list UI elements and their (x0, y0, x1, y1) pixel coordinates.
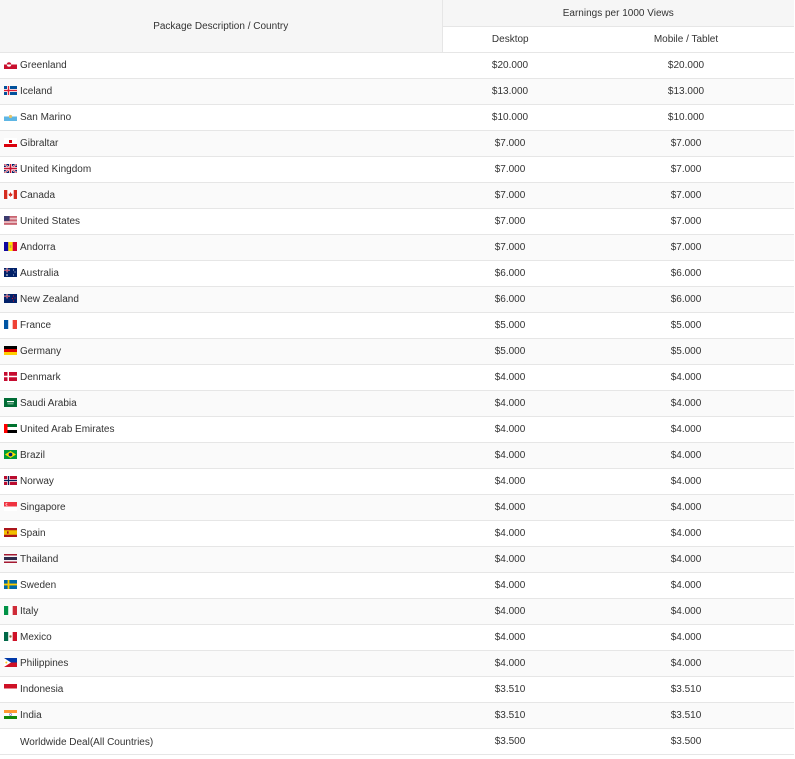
united-states-flag-icon (4, 216, 17, 225)
country-cell (0, 157, 442, 183)
country-name: Canada (20, 190, 56, 201)
desktop-rate: $4.000 (442, 443, 578, 469)
desktop-rate: $4.000 (442, 599, 578, 625)
desktop-rate: $7.000 (442, 209, 578, 235)
uae-flag-icon (4, 424, 17, 433)
thailand-flag-icon (4, 554, 17, 563)
country-name: Thailand (20, 554, 59, 565)
desktop-rate: $4.000 (442, 651, 578, 677)
table-row (0, 313, 794, 339)
sweden-flag-icon (4, 580, 17, 589)
country-name: Spain (20, 528, 46, 539)
country-name: India (20, 710, 42, 721)
country-name: Philippines (20, 658, 69, 669)
country-cell (0, 729, 442, 755)
country-cell (0, 365, 442, 391)
country-name: Italy (20, 606, 39, 617)
mobile-rate: $4.000 (578, 625, 794, 651)
country-name: Andorra (20, 242, 56, 253)
country-cell (0, 625, 442, 651)
country-name: Brazil (20, 450, 46, 461)
country-cell (0, 235, 442, 261)
country-cell (0, 287, 442, 313)
france-flag-icon (4, 320, 17, 329)
desktop-rate: $4.000 (442, 469, 578, 495)
country-cell (0, 651, 442, 677)
country-cell (0, 677, 442, 703)
country-cell (0, 469, 442, 495)
italy-flag-icon (4, 606, 17, 615)
greenland-flag-icon (4, 60, 17, 69)
table-row (0, 391, 794, 417)
country-name: Gibraltar (20, 138, 59, 149)
table-row (0, 625, 794, 651)
mobile-rate: $7.000 (578, 157, 794, 183)
mobile-rate: $7.000 (578, 235, 794, 261)
table-row (0, 209, 794, 235)
header-package-country: Package Description / Country (0, 0, 442, 53)
desktop-rate: $13.000 (442, 79, 578, 105)
country-cell (0, 599, 442, 625)
san-marino-flag-icon (4, 112, 17, 121)
germany-flag-icon (4, 346, 17, 355)
table-row (0, 183, 794, 209)
header-earnings-group: Earnings per 1000 Views (442, 0, 794, 27)
mobile-rate: $6.000 (578, 261, 794, 287)
desktop-rate: $4.000 (442, 573, 578, 599)
country-name: United Arab Emirates (20, 424, 115, 435)
country-cell (0, 339, 442, 365)
table-row (0, 339, 794, 365)
country-cell (0, 183, 442, 209)
country-cell (0, 79, 442, 105)
country-cell (0, 521, 442, 547)
country-name: Mexico (20, 632, 52, 643)
iceland-flag-icon (4, 86, 17, 95)
country-cell (0, 209, 442, 235)
desktop-rate: $7.000 (442, 235, 578, 261)
country-name: Saudi Arabia (20, 398, 77, 409)
mobile-rate: $4.000 (578, 651, 794, 677)
country-name: Iceland (20, 86, 53, 97)
mobile-rate: $5.000 (578, 313, 794, 339)
desktop-rate: $7.000 (442, 157, 578, 183)
table-row (0, 495, 794, 521)
mobile-rate: $3.510 (578, 677, 794, 703)
mobile-rate: $7.000 (578, 131, 794, 157)
country-name: Australia (20, 268, 59, 279)
desktop-rate: $5.000 (442, 339, 578, 365)
australia-flag-icon (4, 268, 17, 277)
table-row (0, 131, 794, 157)
country-name: Denmark (20, 372, 61, 383)
mobile-rate: $4.000 (578, 573, 794, 599)
desktop-rate: $4.000 (442, 365, 578, 391)
mobile-rate: $7.000 (578, 183, 794, 209)
country-cell (0, 313, 442, 339)
table-row (0, 651, 794, 677)
header-desktop: Desktop (442, 27, 578, 53)
country-name: New Zealand (20, 294, 79, 305)
country-cell (0, 391, 442, 417)
desktop-rate: $7.000 (442, 131, 578, 157)
country-name: Sweden (20, 580, 57, 591)
table-row (0, 521, 794, 547)
country-name: United States (20, 216, 81, 227)
mobile-rate: $3.500 (578, 729, 794, 755)
country-cell (0, 495, 442, 521)
mobile-rate: $4.000 (578, 391, 794, 417)
mobile-rate: $7.000 (578, 209, 794, 235)
country-name: Singapore (20, 502, 66, 513)
table-row (0, 235, 794, 261)
desktop-rate: $20.000 (442, 53, 578, 79)
table-body (0, 53, 794, 755)
country-name: Indonesia (20, 684, 64, 695)
philippines-flag-icon (4, 658, 17, 667)
denmark-flag-icon (4, 372, 17, 381)
country-cell (0, 547, 442, 573)
saudi-arabia-flag-icon (4, 398, 17, 407)
table-row (0, 599, 794, 625)
desktop-rate: $4.000 (442, 625, 578, 651)
header-mobile-tablet: Mobile / Tablet (578, 27, 794, 53)
table-row (0, 547, 794, 573)
mobile-rate: $4.000 (578, 599, 794, 625)
desktop-rate: $3.510 (442, 677, 578, 703)
country-cell (0, 443, 442, 469)
desktop-rate: $4.000 (442, 417, 578, 443)
table-row (0, 53, 794, 79)
mobile-rate: $4.000 (578, 443, 794, 469)
country-name: San Marino (20, 112, 72, 123)
mobile-rate: $13.000 (578, 79, 794, 105)
desktop-rate: $6.000 (442, 261, 578, 287)
norway-flag-icon (4, 476, 17, 485)
table-row (0, 365, 794, 391)
table-row (0, 677, 794, 703)
country-name: Greenland (20, 60, 67, 71)
table-row (0, 105, 794, 131)
canada-flag-icon (4, 190, 17, 199)
mobile-rate: $4.000 (578, 365, 794, 391)
brazil-flag-icon (4, 450, 17, 459)
united-kingdom-flag-icon (4, 164, 17, 173)
new-zealand-flag-icon (4, 294, 17, 303)
country-cell (0, 417, 442, 443)
desktop-rate: $5.000 (442, 313, 578, 339)
desktop-rate: $7.000 (442, 183, 578, 209)
flag-placeholder (4, 736, 17, 745)
gibraltar-flag-icon (4, 138, 17, 147)
table-row (0, 79, 794, 105)
table-row (0, 573, 794, 599)
table-row (0, 157, 794, 183)
country-cell (0, 53, 442, 79)
desktop-rate: $4.000 (442, 495, 578, 521)
mobile-rate: $10.000 (578, 105, 794, 131)
mobile-rate: $4.000 (578, 521, 794, 547)
mobile-rate: $6.000 (578, 287, 794, 313)
country-name: Norway (20, 476, 54, 487)
table-row (0, 729, 794, 755)
country-name: France (20, 320, 52, 331)
desktop-rate: $4.000 (442, 391, 578, 417)
mobile-rate: $4.000 (578, 469, 794, 495)
desktop-rate: $3.510 (442, 703, 578, 729)
mexico-flag-icon (4, 632, 17, 641)
table-row (0, 443, 794, 469)
country-cell (0, 703, 442, 729)
mobile-rate: $20.000 (578, 53, 794, 79)
desktop-rate: $4.000 (442, 521, 578, 547)
desktop-rate: $6.000 (442, 287, 578, 313)
mobile-rate: $3.510 (578, 703, 794, 729)
indonesia-flag-icon (4, 684, 17, 693)
country-cell (0, 131, 442, 157)
table-row (0, 703, 794, 729)
spain-flag-icon (4, 528, 17, 537)
country-name: United Kingdom (20, 164, 92, 175)
country-name: Germany (20, 346, 62, 357)
desktop-rate: $3.500 (442, 729, 578, 755)
table-row (0, 261, 794, 287)
country-cell (0, 261, 442, 287)
country-cell (0, 573, 442, 599)
mobile-rate: $4.000 (578, 547, 794, 573)
table-row (0, 417, 794, 443)
andorra-flag-icon (4, 242, 17, 251)
mobile-rate: $4.000 (578, 417, 794, 443)
singapore-flag-icon (4, 502, 17, 511)
mobile-rate: $4.000 (578, 495, 794, 521)
desktop-rate: $10.000 (442, 105, 578, 131)
table-row (0, 469, 794, 495)
table-row (0, 287, 794, 313)
country-name: Worldwide Deal(All Countries) (20, 736, 154, 748)
mobile-rate: $5.000 (578, 339, 794, 365)
desktop-rate: $4.000 (442, 547, 578, 573)
country-cell (0, 105, 442, 131)
india-flag-icon (4, 710, 17, 719)
